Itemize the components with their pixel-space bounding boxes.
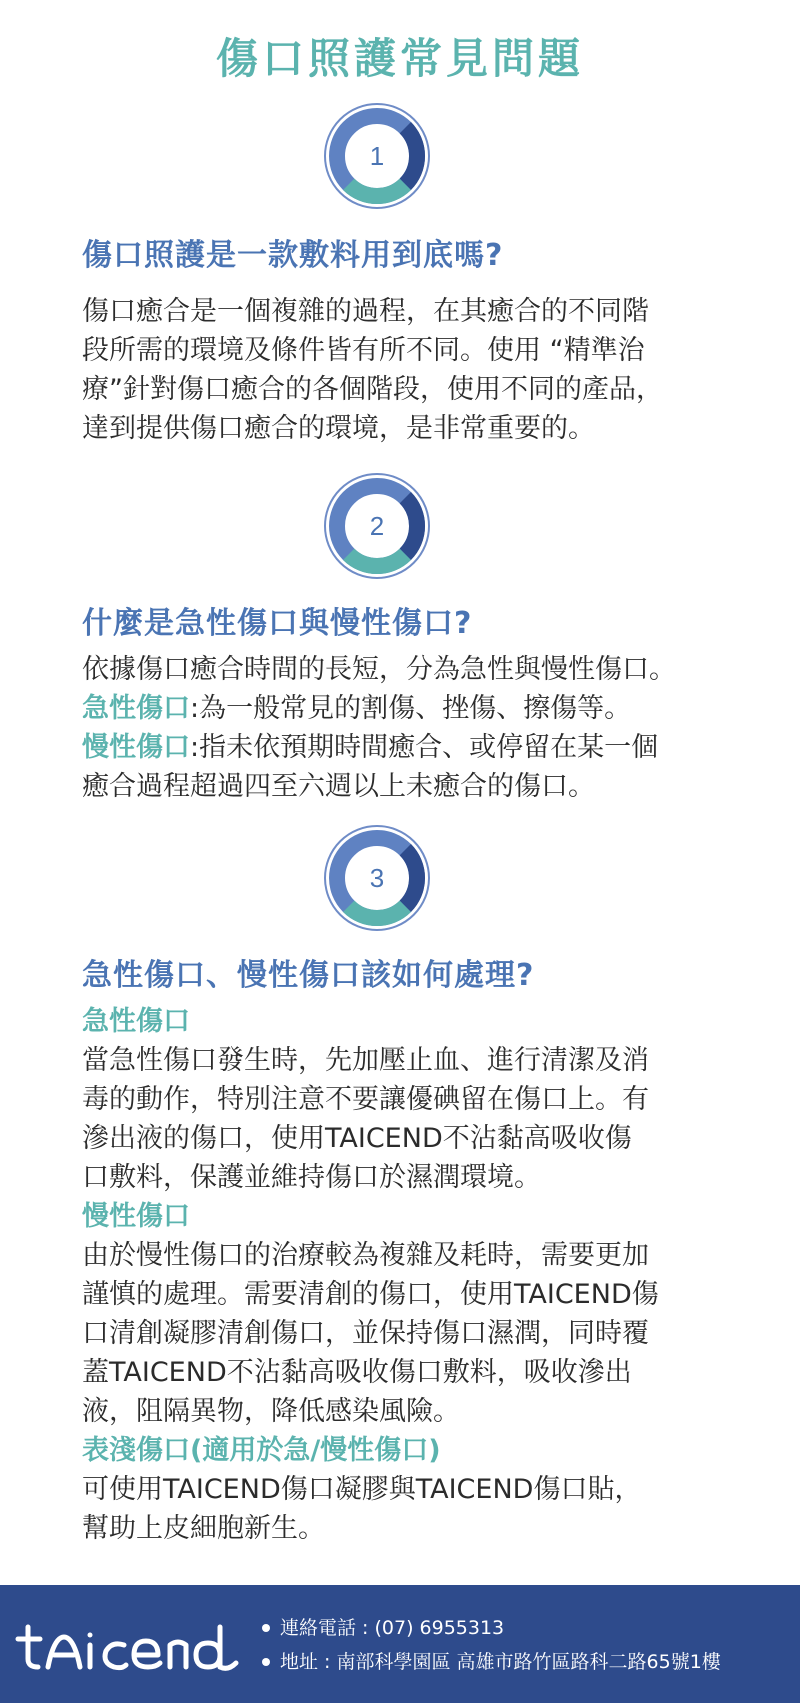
answer-3-line: 可使用TAICEND傷口凝膠與TAICEND傷口貼， <box>82 1474 642 1505</box>
answer-1-line: 達到提供傷口癒合的環境，是非常重要的。 <box>82 413 595 444</box>
answer-3-line: 當急性傷口發生時，先加壓止血、進行清潔及消 <box>82 1045 649 1076</box>
answer-3-line: 口清創凝膠清創傷口，並保持傷口濕潤，同時覆 <box>82 1318 649 1349</box>
acute-heading: 急性傷口 <box>82 1006 190 1037</box>
answer-3-line: 液，阻隔異物，降低感染風險。 <box>82 1396 460 1427</box>
step-number: 3 <box>369 863 385 893</box>
answer-2-line <box>82 689 762 728</box>
answer-3 <box>82 1002 762 1548</box>
answer-2-line: 癒合過程超過四至六週以上未癒合的傷口。 <box>82 771 595 802</box>
step-badge-3 <box>321 822 433 934</box>
bullet-icon <box>262 1624 270 1632</box>
answer-2-line <box>82 728 762 767</box>
phone-row <box>262 1611 721 1645</box>
chronic-heading: 慢性傷口 <box>82 1201 190 1232</box>
footer-bar <box>0 1585 800 1703</box>
address-row <box>262 1645 721 1679</box>
answer-3-line: 毒的動作，特別注意不要讓優碘留在傷口上。有 <box>82 1084 649 1115</box>
bullet-icon <box>262 1658 270 1666</box>
step-number: 2 <box>369 511 385 541</box>
answer-1 <box>82 292 762 448</box>
answer-3-line: 口敷料，保護並維持傷口於濕潤環境。 <box>82 1162 541 1193</box>
step-number: 1 <box>369 141 385 171</box>
answer-3-line: 由於慢性傷口的治療較為複雜及耗時，需要更加 <box>82 1240 649 1271</box>
shallow-heading: 表淺傷口(適用於急/慢性傷口) <box>82 1435 441 1466</box>
answer-1-line: 傷口癒合是一個複雜的過程，在其癒合的不同階 <box>82 296 649 327</box>
answer-3-line: 滲出液的傷口，使用TAICEND不沾黏高吸收傷 <box>82 1123 632 1154</box>
phone-text: 連絡電話 : (07) 6955313 <box>280 1617 505 1639</box>
step-badge-2 <box>321 470 433 582</box>
answer-3-line: 幫助上皮細胞新生。 <box>82 1513 325 1544</box>
answer-1-line: 療”針對傷口癒合的各個階段，使用不同的產品， <box>82 374 663 405</box>
answer-2 <box>82 650 762 806</box>
answer-3-line: 蓋TAICEND不沾黏高吸收傷口敷料，吸收滲出 <box>82 1357 632 1388</box>
chronic-label: 慢性傷口 <box>82 732 190 763</box>
answer-3-line: 謹慎的處理。需要清創的傷口，使用TAICEND傷 <box>82 1279 659 1310</box>
step-badge-1 <box>321 100 433 212</box>
taicend-logo <box>14 1607 246 1679</box>
chronic-text: :指未依預期時間癒合、或停留在某一個 <box>190 732 659 763</box>
acute-label: 急性傷口 <box>82 693 190 724</box>
question-1: 傷口照護是一款敷料用到底嗎? <box>82 238 504 273</box>
question-2: 什麼是急性傷口與慢性傷口? <box>82 606 473 641</box>
question-3: 急性傷口、慢性傷口該如何處理? <box>82 958 535 993</box>
page-title: 傷口照護常見問題 <box>215 34 584 83</box>
answer-1-line: 段所需的環境及條件皆有所不同。使用 “精準治 <box>82 335 645 366</box>
answer-2-line: 依據傷口癒合時間的長短，分為急性與慢性傷口。 <box>82 654 676 685</box>
address-text: 地址 : 南部科學園區 高雄市路竹區路科二路65號1樓 <box>280 1651 721 1673</box>
acute-text: :為一般常見的割傷、挫傷、擦傷等。 <box>190 693 632 724</box>
contact-info <box>262 1611 721 1679</box>
